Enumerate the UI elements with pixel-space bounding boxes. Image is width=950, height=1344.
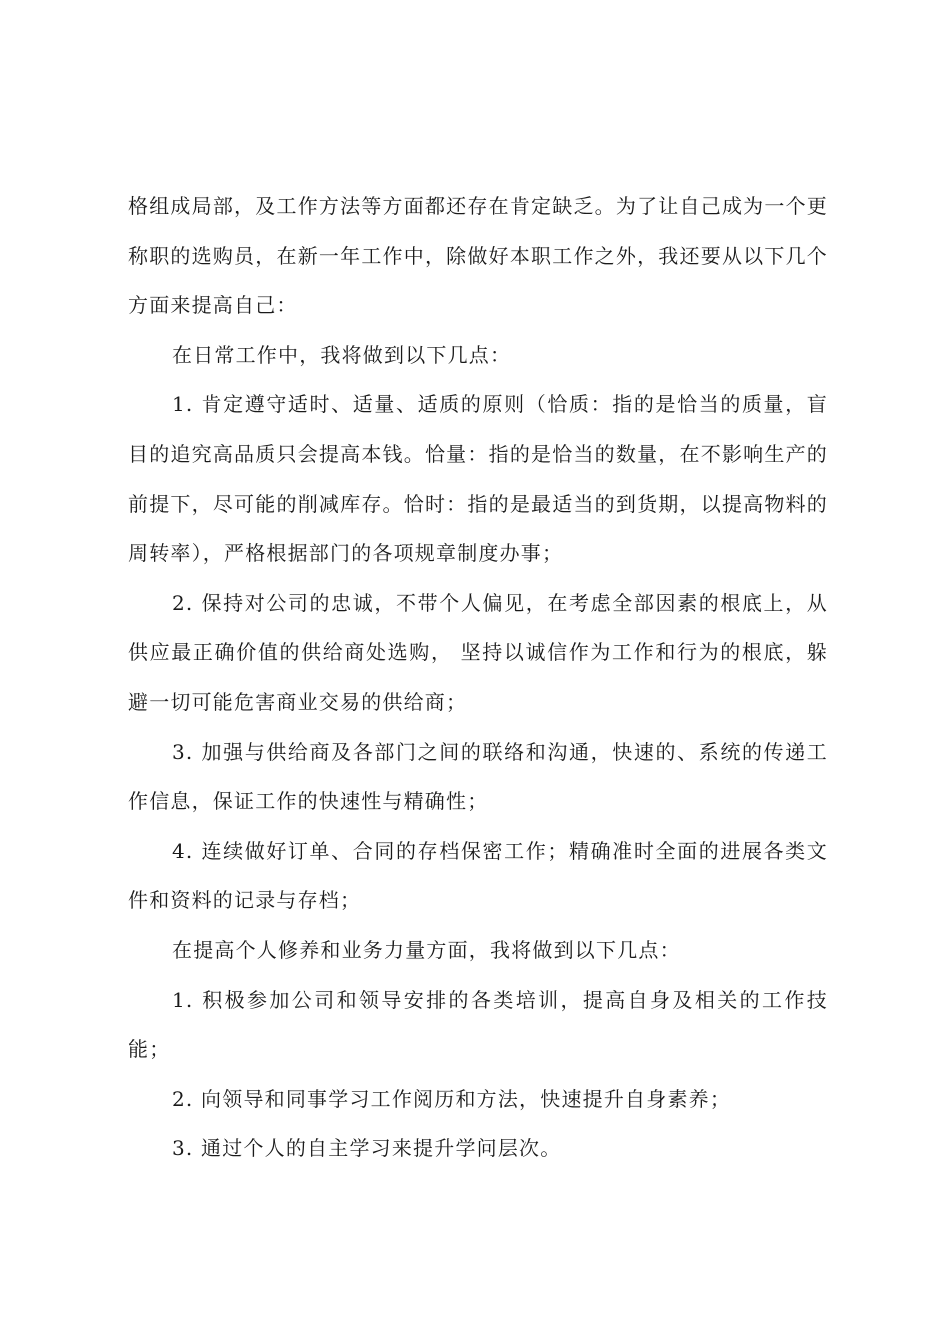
paragraph-daily-work-heading: 在日常工作中，我将做到以下几点：	[172, 342, 512, 367]
paragraph-improvement-item-1: 1. 积极参加公司和领导安排的各类培训，提高自身及相关的工作技能；	[128, 987, 828, 1062]
paragraph-daily-item-3: 3. 加强与供给商及各部门之间的联络和沟通，快速的、系统的传递工作信息，保证工作的快速性与精确性；	[128, 739, 828, 814]
paragraph-self-improvement-heading: 在提高个人修养和业务力量方面，我将做到以下几点：	[172, 937, 681, 962]
paragraph-daily-item-2: 2. 保持对公司的忠诚，不带个人偏见，在考虑全部因素的根底上，从供应最正确价值的供给商处选购， 坚持以诚信作为工作和行为的根底，躲避一切可能危害商业交易的供给商；	[128, 590, 828, 714]
paragraph-improvement-item-2: 2. 向领导和同事学习工作阅历和方法，快速提升自身素养；	[172, 1086, 732, 1111]
paragraph-continuation: 格组成局部，及工作方法等方面都还存在肯定缺乏。为了让自己成为一个更称职的选购员，在新一年工作中，除做好本职工作之外，我还要从以下几个方面来提高自己：	[128, 194, 828, 318]
paragraph-daily-item-1: 1. 肯定遵守适时、适量、适质的原则（恰质：指的是恰当的质量，盲目的追究高品质只会提高本钱。恰量：指的是恰当的数量，在不影响生产的前提下，尽可能的削减库存。恰时：指的是最适当的到货期，以提高物料的周转率），严格根据部门的各项规章制度办事；	[128, 392, 828, 566]
paragraph-improvement-item-3: 3. 通过个人的自主学习来提升学问层次。	[172, 1136, 562, 1161]
document-body	[128, 182, 828, 1174]
paragraph-daily-item-4: 4. 连续做好订单、合同的存档保密工作；精确准时全面的进展各类文件和资料的记录与存档；	[128, 838, 828, 913]
